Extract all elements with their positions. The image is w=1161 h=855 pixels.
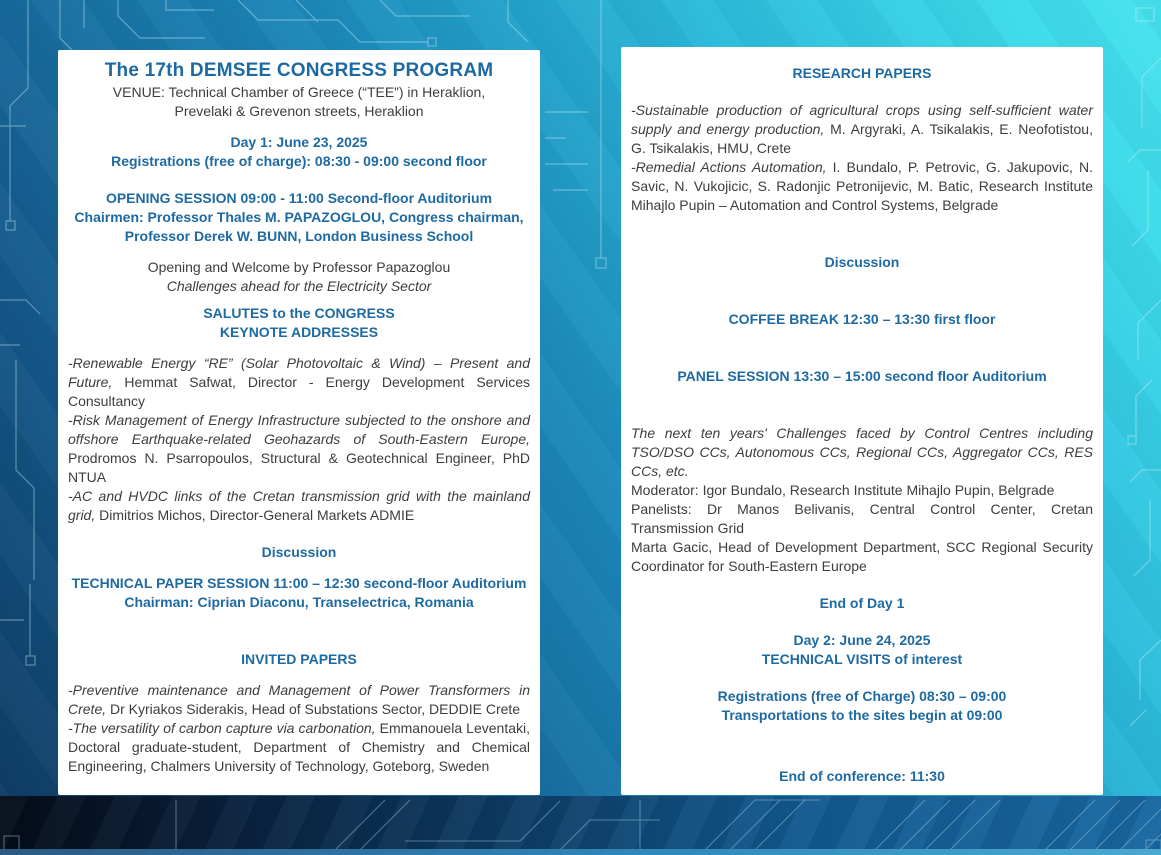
technical-session-line-1: TECHNICAL PAPER SESSION 11:00 – 12:30 second-floor Auditorium	[71, 575, 527, 591]
paper-authors: Hemmat Safwat, Director - Energy Development Services Consultancy	[68, 374, 530, 409]
paper-authors: Prodromos N. Psarropoulos, Structural & Geotechnical Engineer, PhD NTUA	[68, 450, 530, 485]
day1-heading: Day 1: June 23, 2025	[230, 134, 368, 150]
opening-session-line-3: Professor Derek W. BUNN, London Business School	[124, 228, 474, 244]
paper-title: -Preventive maintenance and Management of Power Transformers in Crete,	[68, 682, 530, 717]
panelists-line-2: Marta Gacic, Head of Development Department, SCC Regional Security Coordinator for South-Eastern Europe	[631, 539, 1093, 574]
venue-line-2: Prevelaki & Grevenon streets, Heraklion	[174, 103, 424, 119]
salutes-heading-line-1: SALUTES to the CONGRESS	[203, 305, 395, 321]
panel-session-details	[631, 424, 1093, 576]
day2-technical-visits: TECHNICAL VISITS of interest	[761, 651, 963, 667]
paper-item	[68, 487, 530, 525]
right-program-panel	[621, 47, 1103, 795]
end-of-day1-heading: End of Day 1	[819, 595, 905, 611]
paper-title: -Renewable Energy “RE” (Solar Photovoltaic & Wind) – Present and Future,	[68, 355, 530, 390]
paper-title: -Remedial Actions Automation,	[631, 159, 827, 175]
paper-item	[68, 719, 530, 776]
paper-authors: M. Argyraki, A. Tsikalakis, E. Neofotistou, G. Tsikalakis, HMU, Crete	[631, 121, 1093, 156]
paper-authors: I. Bundalo, P. Petrovic, G. Jakupovic, N. Savic, N. Vukojicic, S. Radonjic Petronijevic, M. Batic, Research Institute Mihajlo Pupin – Automation and Control Systems, Belgrade	[631, 159, 1093, 213]
technical-session-line-2: Chairman: Ciprian Diaconu, Transelectrica, Romania	[124, 594, 474, 610]
keynote-papers-list	[68, 354, 530, 525]
footer-accent-strip	[0, 849, 1161, 855]
panel-session-heading: PANEL SESSION 13:30 – 15:00 second floor Auditorium	[677, 368, 1047, 384]
paper-title: -The versatility of carbon capture via carbonation,	[68, 720, 376, 736]
welcome-topic: Challenges ahead for the Electricity Sector	[166, 278, 432, 294]
day2-heading: Day 2: June 24, 2025	[793, 632, 931, 648]
coffee-break-heading: COFFEE BREAK 12:30 – 13:30 first floor	[728, 311, 996, 327]
paper-authors: Dr Kyriakos Siderakis, Head of Substations Sector, DEDDIE Crete	[106, 701, 521, 717]
venue-line-1: VENUE: Technical Chamber of Greece (“TEE”) in Heraklion,	[112, 84, 486, 100]
salutes-heading-line-2: KEYNOTE ADDRESSES	[219, 324, 379, 340]
paper-item	[631, 158, 1093, 215]
discussion-heading: Discussion	[824, 254, 900, 270]
day2-registrations-line-1: Registrations (free of Charge) 08:30 – 09:00	[717, 688, 1007, 704]
day2-registrations-line-2: Transportations to the sites begin at 09:00	[721, 707, 1003, 723]
opening-session-line-2: Chairmen: Professor Thales M. PAPAZOGLOU, Congress chairman,	[74, 209, 524, 225]
paper-item	[68, 354, 530, 411]
invited-papers-list	[68, 681, 530, 776]
paper-authors: Dimitrios Michos, Director-General Markets ADMIE	[95, 507, 415, 523]
discussion-heading: Discussion	[261, 544, 337, 560]
invited-papers-heading: INVITED PAPERS	[241, 651, 357, 667]
paper-authors: Emmanouela Leventaki, Doctoral graduate-student, Department of Chemistry and Chemical Engineering, Chalmers University of Technology, Goteborg, Sweden	[68, 720, 530, 774]
paper-item	[68, 681, 530, 719]
end-of-conference-heading: End of conference: 11:30	[779, 768, 945, 784]
footer-band	[0, 796, 1161, 855]
paper-item	[631, 101, 1093, 158]
moderator-line: Moderator: Igor Bundalo, Research Institute Mihajlo Pupin, Belgrade	[631, 482, 1055, 498]
paper-item	[68, 411, 530, 487]
left-program-panel	[58, 50, 540, 795]
research-papers-list	[631, 101, 1093, 215]
welcome-line: Opening and Welcome by Professor Papazoglou	[147, 259, 451, 275]
panelists-line-1: Panelists: Dr Manos Belivanis, Central Control Center, Cretan Transmission Grid	[631, 501, 1093, 536]
research-papers-heading: RESEARCH PAPERS	[792, 65, 932, 81]
paper-title: -Sustainable production of agricultural crops using self-sufficient water supply and energy production,	[631, 102, 1093, 137]
day1-registrations: Registrations (free of charge): 08:30 - 09:00 second floor	[111, 153, 487, 169]
congress-title: The 17th DEMSEE CONGRESS PROGRAM	[104, 60, 494, 81]
paper-title: -AC and HVDC links of the Cretan transmission grid with the mainland grid,	[68, 488, 530, 523]
opening-session-line-1: OPENING SESSION 09:00 - 11:00 Second-floor Auditorium	[105, 190, 493, 206]
panel-topic: The next ten years' Challenges faced by Control Centres including TSO/DSO CCs, Autonomous CCs, Regional CCs, Aggregator CCs, RES CCs, etc.	[631, 425, 1093, 479]
paper-title: -Risk Management of Energy Infrastructure subjected to the onshore and offshore Earthquake-related Geohazards of South-Eastern Europe,	[68, 412, 530, 447]
